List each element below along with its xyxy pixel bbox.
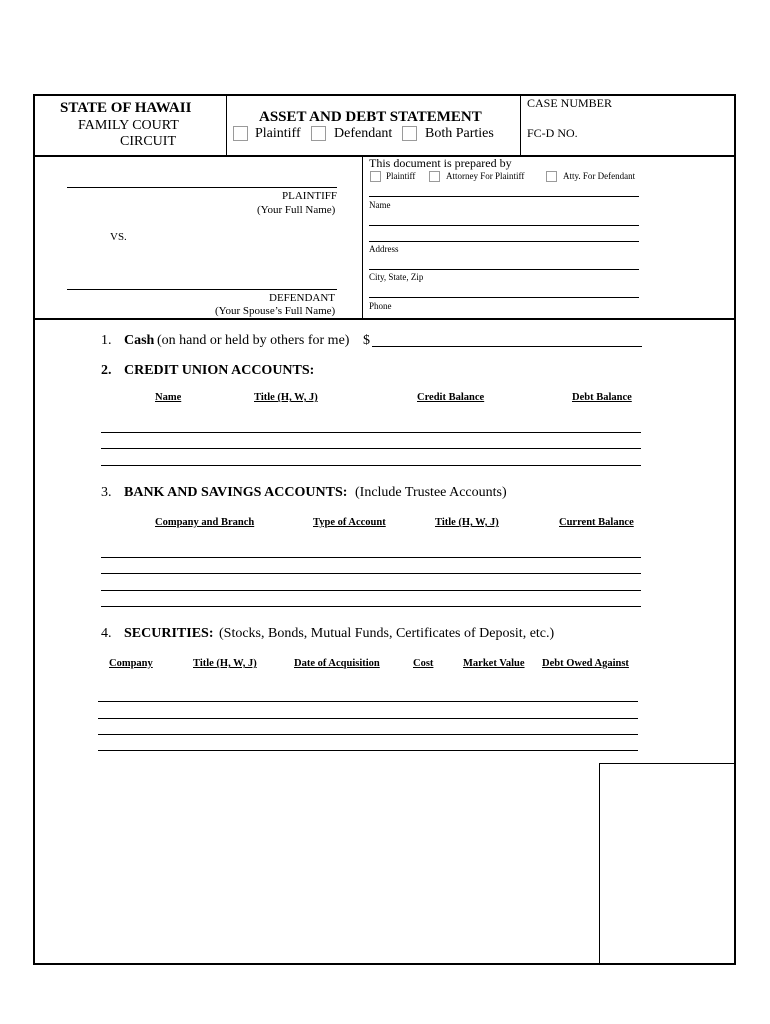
cash-section-label: Cash bbox=[124, 333, 155, 348]
securities-col-title: Title (H, W, J) bbox=[193, 658, 257, 669]
case-number-label: CASE NUMBER bbox=[527, 96, 613, 110]
corner-box-left-edge bbox=[599, 763, 600, 964]
bank-entry-line[interactable] bbox=[101, 557, 641, 558]
plaintiff-checkbox[interactable] bbox=[233, 126, 248, 141]
credit-union-section-label: CREDIT UNION ACCOUNTS: bbox=[124, 363, 315, 378]
cash-currency-symbol: $ bbox=[363, 333, 370, 348]
defendant-label: DEFENDANT bbox=[269, 292, 335, 304]
preparer-address-line-2[interactable] bbox=[369, 241, 639, 242]
bank-entry-line[interactable] bbox=[101, 606, 641, 607]
preparer-name-label: Name bbox=[369, 200, 391, 210]
credit-union-col-credit-balance: Credit Balance bbox=[417, 392, 485, 403]
securities-section-label: SECURITIES: bbox=[124, 626, 214, 641]
both-parties-option-label: Both Parties bbox=[425, 126, 494, 141]
defendant-name-line[interactable] bbox=[67, 289, 337, 290]
credit-union-entry-line[interactable] bbox=[101, 432, 641, 433]
credit-union-entry-line[interactable] bbox=[101, 448, 641, 449]
securities-entry-line[interactable] bbox=[98, 734, 638, 735]
prepared-by-plaintiff-label: Plaintiff bbox=[386, 171, 416, 181]
credit-union-col-debt-balance: Debt Balance bbox=[572, 392, 632, 403]
securities-col-market-value: Market Value bbox=[463, 658, 525, 669]
court-name: FAMILY COURT bbox=[78, 118, 179, 133]
securities-section-description: (Stocks, Bonds, Mutual Funds, Certificates of Deposit, etc.) bbox=[219, 626, 555, 641]
prepared-by-attorney-plaintiff-checkbox[interactable] bbox=[429, 171, 440, 182]
prepared-by-attorney-defendant-label: Atty. For Defendant bbox=[563, 171, 636, 181]
bank-section-label: BANK AND SAVINGS ACCOUNTS: bbox=[124, 485, 348, 500]
bank-col-account-type: Type of Account bbox=[313, 517, 386, 528]
bank-col-company-branch: Company and Branch bbox=[155, 517, 255, 528]
prepared-by-plaintiff-checkbox[interactable] bbox=[370, 171, 381, 182]
preparer-phone-label: Phone bbox=[369, 301, 392, 311]
credit-union-section-number: 2. bbox=[101, 363, 112, 378]
securities-col-cost: Cost bbox=[413, 658, 434, 669]
credit-union-col-title: Title (H, W, J) bbox=[254, 392, 318, 403]
credit-union-entry-line[interactable] bbox=[101, 465, 641, 466]
preparer-phone-line[interactable] bbox=[369, 297, 639, 298]
corner-box-top-edge bbox=[599, 763, 736, 764]
preparer-name-line[interactable] bbox=[369, 196, 639, 197]
securities-entry-line[interactable] bbox=[98, 750, 638, 751]
prepared-by-attorney-plaintiff-label: Attorney For Plaintiff bbox=[446, 171, 525, 181]
cash-section-description: (on hand or held by others for me) bbox=[157, 333, 350, 348]
securities-col-date-acquisition: Date of Acquisition bbox=[294, 658, 380, 669]
caption-bottom-rule bbox=[34, 318, 735, 320]
plaintiff-name-line[interactable] bbox=[67, 187, 337, 188]
preparer-city-label: City, State, Zip bbox=[369, 272, 424, 282]
securities-col-debt-owed: Debt Owed Against bbox=[542, 658, 629, 669]
plaintiff-option-label: Plaintiff bbox=[255, 126, 301, 141]
both-parties-checkbox[interactable] bbox=[402, 126, 417, 141]
preparer-city-line[interactable] bbox=[369, 269, 639, 270]
securities-col-company: Company bbox=[109, 658, 153, 669]
form-title: ASSET AND DEBT STATEMENT bbox=[259, 109, 482, 125]
fcd-number-label: FC-D NO. bbox=[527, 126, 578, 140]
bank-section-number: 3. bbox=[101, 485, 112, 500]
credit-union-col-name: Name bbox=[155, 392, 182, 403]
header-divider-2 bbox=[520, 95, 521, 155]
securities-entry-line[interactable] bbox=[98, 701, 638, 702]
cash-amount-line[interactable] bbox=[372, 346, 642, 347]
bank-col-current-balance: Current Balance bbox=[559, 517, 634, 528]
plaintiff-label: PLAINTIFF bbox=[282, 190, 338, 202]
bank-section-description: (Include Trustee Accounts) bbox=[355, 485, 507, 500]
securities-entry-line[interactable] bbox=[98, 718, 638, 719]
prepared-by-attorney-defendant-checkbox[interactable] bbox=[546, 171, 557, 182]
circuit-label: CIRCUIT bbox=[120, 134, 176, 149]
defendant-sub-label: (Your Spouse’s Full Name) bbox=[215, 305, 336, 317]
defendant-option-label: Defendant bbox=[334, 126, 393, 141]
preparer-address-line-1[interactable] bbox=[369, 225, 639, 226]
preparer-address-label: Address bbox=[369, 244, 399, 254]
bank-entry-line[interactable] bbox=[101, 573, 641, 574]
defendant-checkbox[interactable] bbox=[311, 126, 326, 141]
versus-label: VS. bbox=[110, 231, 127, 243]
bank-entry-line[interactable] bbox=[101, 590, 641, 591]
securities-section-number: 4. bbox=[101, 626, 112, 641]
prepared-by-title: This document is prepared by bbox=[369, 156, 512, 170]
header-divider-1 bbox=[226, 95, 227, 155]
cash-section-number: 1. bbox=[101, 333, 112, 348]
bank-col-title: Title (H, W, J) bbox=[435, 517, 499, 528]
state-title: STATE OF HAWAII bbox=[60, 100, 192, 116]
caption-divider bbox=[362, 156, 363, 318]
plaintiff-sub-label: (Your Full Name) bbox=[257, 204, 336, 216]
